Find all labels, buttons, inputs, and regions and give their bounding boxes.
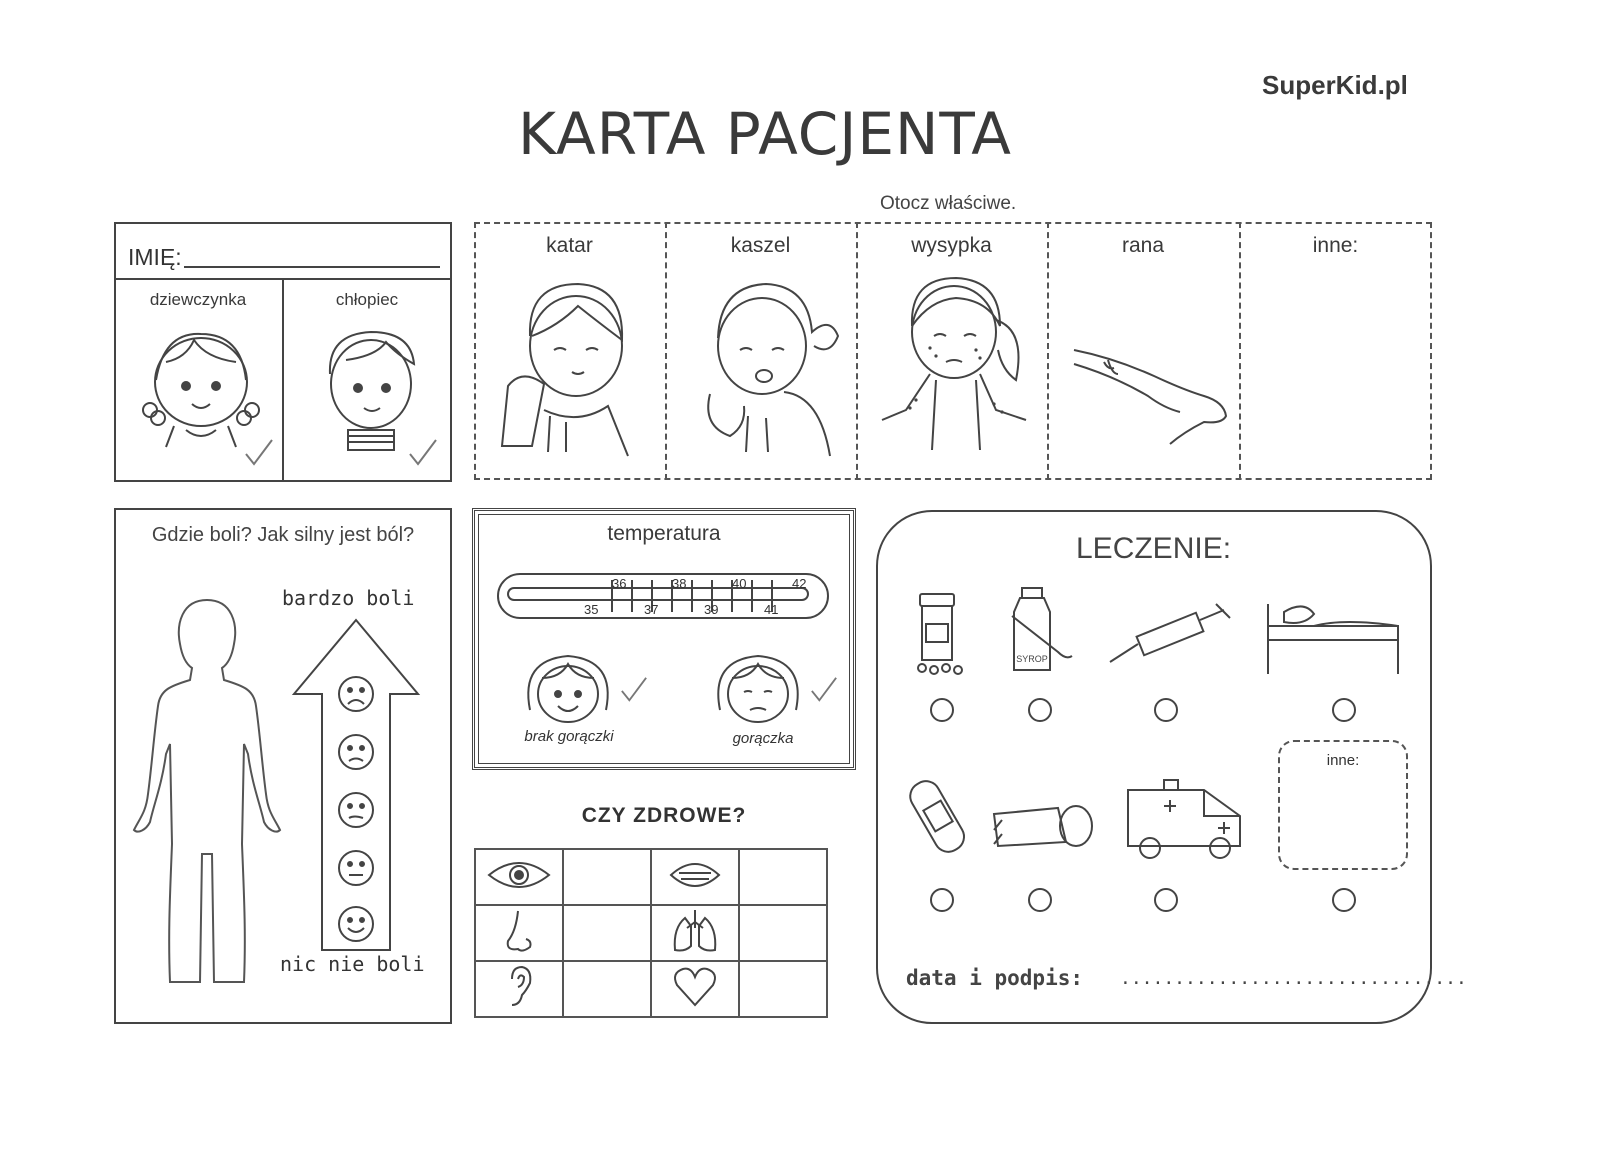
symptom-label-other: inne: [1312, 234, 1359, 257]
syrup-bottle-icon [1006, 586, 1076, 676]
bandage-icon [904, 776, 974, 856]
treatment-choice-circle[interactable] [1154, 888, 1178, 912]
temp-tick-36: 36 [612, 576, 627, 591]
name-label: IMIĘ: [128, 244, 182, 270]
no-fever-label: brak gorączki [524, 728, 614, 745]
checkmark-icon [408, 438, 438, 468]
name-field-line[interactable] [184, 266, 440, 268]
checkmark-icon [620, 676, 648, 704]
temperature-title: temperatura [607, 522, 721, 545]
instruction-text: Otocz właściwe. [880, 193, 1017, 214]
boy-face-icon[interactable] [316, 324, 426, 454]
checkmark-icon [810, 676, 838, 704]
body-outline-icon[interactable] [122, 594, 292, 994]
pain-scale-bottom-label: nic nie boli [280, 952, 425, 976]
treatment-choice-circle[interactable] [1332, 888, 1356, 912]
signature-field[interactable]: ................................ [1120, 968, 1467, 989]
signature-label: data i podpis: [906, 966, 1084, 990]
lungs-icon [671, 908, 719, 954]
feverish-girl-face-icon[interactable] [710, 650, 806, 730]
treatment-choice-circle[interactable] [1332, 698, 1356, 722]
rash-child-icon[interactable] [876, 270, 1036, 456]
roller-bandage-icon [990, 800, 1100, 856]
health-answer-cell[interactable] [739, 849, 827, 905]
bed-icon [1264, 596, 1402, 678]
symptom-label-katar: katar [546, 234, 593, 257]
health-check-title: CZY ZDROWE? [581, 804, 747, 827]
option-girl-label: dziewczynka [149, 290, 247, 309]
very-sad-face-icon[interactable] [336, 674, 376, 714]
pain-question: Gdzie boli? Jak silny jest ból? [151, 524, 415, 546]
brand-logo: SuperKid.pl [1262, 70, 1408, 100]
symptom-label-kaszel: kaszel [730, 234, 791, 257]
health-cell [651, 961, 739, 1017]
neutral-face-icon[interactable] [336, 848, 376, 888]
ambulance-icon [1124, 776, 1254, 862]
sad-face-icon[interactable] [336, 732, 376, 772]
coughing-child-icon[interactable] [690, 276, 850, 456]
health-cell [475, 961, 563, 1017]
pill-bottle-icon [912, 590, 966, 674]
other-treatment-label: inne: [1326, 752, 1360, 769]
treatment-choice-circle[interactable] [930, 888, 954, 912]
temp-tick-41: 41 [764, 602, 779, 617]
pain-scale-top-label: bardzo boli [282, 586, 415, 610]
thermometer-icon [494, 568, 834, 624]
temp-tick-42: 42 [792, 576, 807, 591]
treatment-title: LECZENIE: [1076, 532, 1232, 565]
uneasy-face-icon[interactable] [336, 790, 376, 830]
treatment-choice-circle[interactable] [1028, 888, 1052, 912]
treatment-choice-circle[interactable] [1154, 698, 1178, 722]
health-answer-cell[interactable] [563, 849, 651, 905]
heart-icon [673, 967, 717, 1007]
wounded-arm-icon[interactable] [1074, 340, 1234, 450]
pain-scale-arrow [292, 618, 420, 952]
health-cell [475, 905, 563, 961]
ear-icon [504, 965, 534, 1009]
health-cell [651, 849, 739, 905]
temp-tick-37: 37 [644, 602, 659, 617]
nose-icon [504, 909, 534, 953]
divider [856, 222, 858, 480]
checkmark-icon [244, 438, 274, 468]
health-check-table [474, 848, 828, 1018]
health-answer-cell[interactable] [563, 905, 651, 961]
health-answer-cell[interactable] [563, 961, 651, 1017]
runny-nose-child-icon[interactable] [488, 276, 648, 456]
syringe-icon [1108, 604, 1238, 664]
health-cell [475, 849, 563, 905]
treatment-choice-circle[interactable] [930, 698, 954, 722]
health-answer-cell[interactable] [739, 961, 827, 1017]
symptom-label-wysypka: wysypka [911, 234, 992, 257]
fever-label: gorączka [732, 730, 794, 747]
divider [1239, 222, 1241, 480]
syrup-label: SYROP [1016, 654, 1048, 664]
divider [1047, 222, 1049, 480]
treatment-choice-circle[interactable] [1028, 698, 1052, 722]
happy-face-icon[interactable] [336, 904, 376, 944]
girl-face-icon[interactable] [136, 322, 266, 452]
mouth-icon [669, 857, 721, 893]
health-cell [651, 905, 739, 961]
healthy-girl-face-icon[interactable] [520, 650, 616, 730]
temp-tick-40: 40 [732, 576, 747, 591]
temp-tick-35: 35 [584, 602, 599, 617]
temp-tick-38: 38 [672, 576, 687, 591]
health-answer-cell[interactable] [739, 905, 827, 961]
divider [665, 222, 667, 480]
page-title: KARTA PACJENTA [518, 100, 1012, 168]
option-boy-label: chłopiec [335, 290, 399, 309]
symptom-label-rana: rana [1121, 234, 1165, 257]
eye-icon [487, 857, 551, 893]
temp-tick-39: 39 [704, 602, 719, 617]
